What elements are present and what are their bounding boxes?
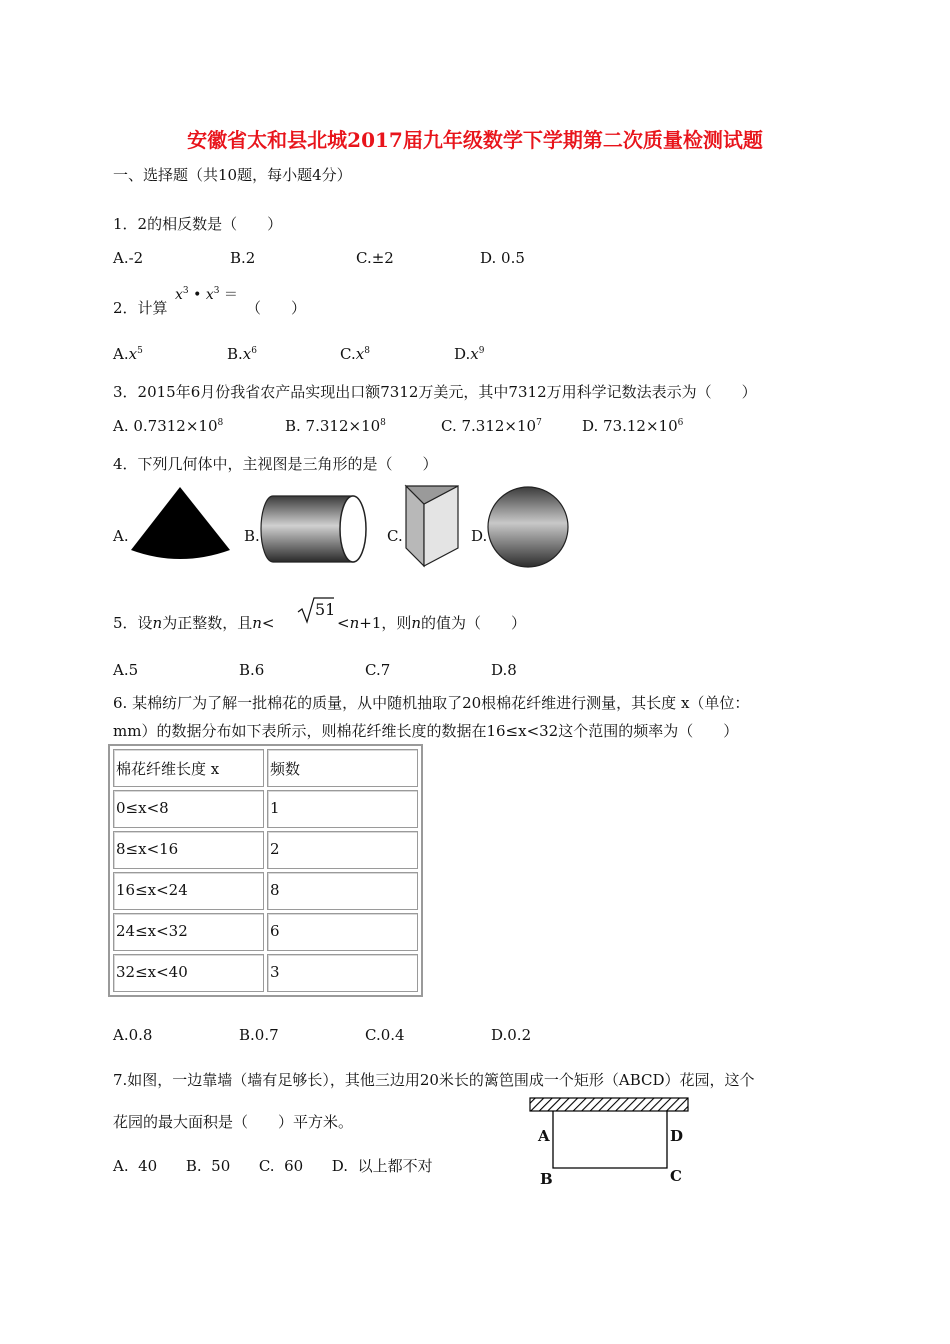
q4-label-b: B. — [244, 527, 260, 545]
q3-option-d: D. $73.12\times 10^6$ — [582, 417, 684, 435]
q2-exp-1: 3 — [182, 286, 189, 296]
q5-option-a: A.5 — [113, 661, 139, 679]
garden-diagram — [528, 1096, 692, 1172]
question-6-line2: mm）的数据分布如下表所示，则棉花纤维长度的数据在16≤x<32这个范围的频率为（ ） — [113, 722, 739, 740]
q1-option-b: B.2 — [230, 249, 256, 267]
q1-option-d: D. 0.5 — [480, 249, 525, 267]
question-6-line1: 6. 某棉纺厂为了解一批棉花的质量，从中随机抽取了20根棉花纤维进行测量，其长度 x（单位： — [113, 694, 750, 712]
q7-options: A. 40 B. 50 C. 60 D. 以上都不对 — [113, 1157, 433, 1175]
q2-prefix: 2．计算 — [113, 299, 168, 317]
q6-option-c: C.0.4 — [365, 1026, 405, 1044]
q5-option-d: D.8 — [491, 661, 517, 679]
table-cell: 8≤x<16 — [113, 831, 264, 869]
table-row — [113, 954, 418, 992]
table-header-row — [113, 749, 418, 787]
table-cell: 8 — [267, 872, 418, 910]
label-c: C — [670, 1167, 682, 1185]
q6-option-d: D.0.2 — [491, 1026, 532, 1044]
q2-base-1: x — [175, 287, 183, 303]
table-row — [113, 790, 418, 828]
sqrt-radicand: 51 — [315, 600, 336, 619]
prism-figure — [402, 482, 464, 570]
label-b: B — [540, 1170, 553, 1188]
q5-option-b: B.6 — [239, 661, 265, 679]
question-2-stem — [113, 297, 168, 318]
frequency-table — [108, 744, 423, 997]
q6-option-a: A.0.8 — [113, 1026, 153, 1044]
table-cell: 16≤x<24 — [113, 872, 264, 910]
table-cell: 24≤x<32 — [113, 913, 264, 951]
table-cell: 2 — [267, 831, 418, 869]
q2-option-d: $D.x^9$ — [454, 345, 485, 363]
question-7-line2: 花园的最大面积是（ ）平方米。 — [113, 1113, 354, 1131]
q2-base-2: x — [205, 287, 214, 303]
sphere-figure — [486, 485, 572, 571]
q2-option-a: $A.x^5$ — [113, 345, 143, 363]
section-heading: 一、选择题（共10题，每小题4分） — [113, 166, 352, 184]
q2-dot: • — [193, 287, 202, 303]
q3-option-c: C. $7.312\times 10^7$ — [441, 417, 542, 435]
table-cell: 3 — [267, 954, 418, 992]
question-7-line1: 7.如图，一边靠墙（墙有足够长），其他三边用20米长的篱笆围成一个矩形（ABCD）花园，这个 — [113, 1071, 755, 1089]
question-5-stem-end: <n+1，则n的值为（ ） — [337, 614, 527, 632]
cylinder-figure — [257, 492, 377, 568]
q4-label-c: C. — [387, 527, 403, 545]
q5-option-c: C.7 — [365, 661, 391, 679]
page-title: 安徽省太和县北城2017届九年级数学下学期第二次质量检测试题 — [187, 128, 763, 152]
q6-option-b: B.0.7 — [239, 1026, 279, 1044]
table-row — [113, 872, 418, 910]
q3-option-a: A. $0.7312\times 10^8$ — [113, 417, 224, 435]
q2-exp-2: 3 — [213, 286, 220, 296]
table-header-length: 棉花纤维长度 x — [113, 749, 264, 787]
q2-expression — [175, 284, 238, 304]
q2-option-c: $C.x^8$ — [340, 345, 370, 363]
table-row — [113, 913, 418, 951]
question-1-stem: 1．2的相反数是（ ） — [113, 215, 283, 233]
q1-option-a: A.-2 — [113, 249, 144, 267]
cone-figure — [128, 486, 248, 566]
q2-suffix: （ ） — [246, 299, 307, 317]
table-cell: 32≤x<40 — [113, 954, 264, 992]
table-header-frequency: 频数 — [267, 749, 418, 787]
table-cell: 1 — [267, 790, 418, 828]
q3-option-b: B. $7.312\times 10^8$ — [285, 417, 386, 435]
question-4-stem: 4．下列几何体中，主视图是三角形的是（ ） — [113, 455, 438, 473]
label-d: D — [670, 1127, 684, 1145]
q1-option-c: C.±2 — [356, 249, 394, 267]
table-cell: 6 — [267, 913, 418, 951]
question-3-stem: 3．2015年6月份我省农产品实现出口额7312万美元，其中7312万用科学记数法表示为（ ） — [113, 383, 757, 401]
table-row — [113, 831, 418, 869]
q4-label-a: A. — [113, 527, 129, 545]
q4-label-d: D. — [471, 527, 488, 545]
q2-equals: ＝ — [223, 287, 238, 303]
label-a: A — [538, 1127, 550, 1145]
question-5-stem: 5．设n为正整数，且n< — [113, 614, 275, 632]
q2-option-b: $B.x^6$ — [227, 345, 257, 363]
table-cell: 0≤x<8 — [113, 790, 264, 828]
